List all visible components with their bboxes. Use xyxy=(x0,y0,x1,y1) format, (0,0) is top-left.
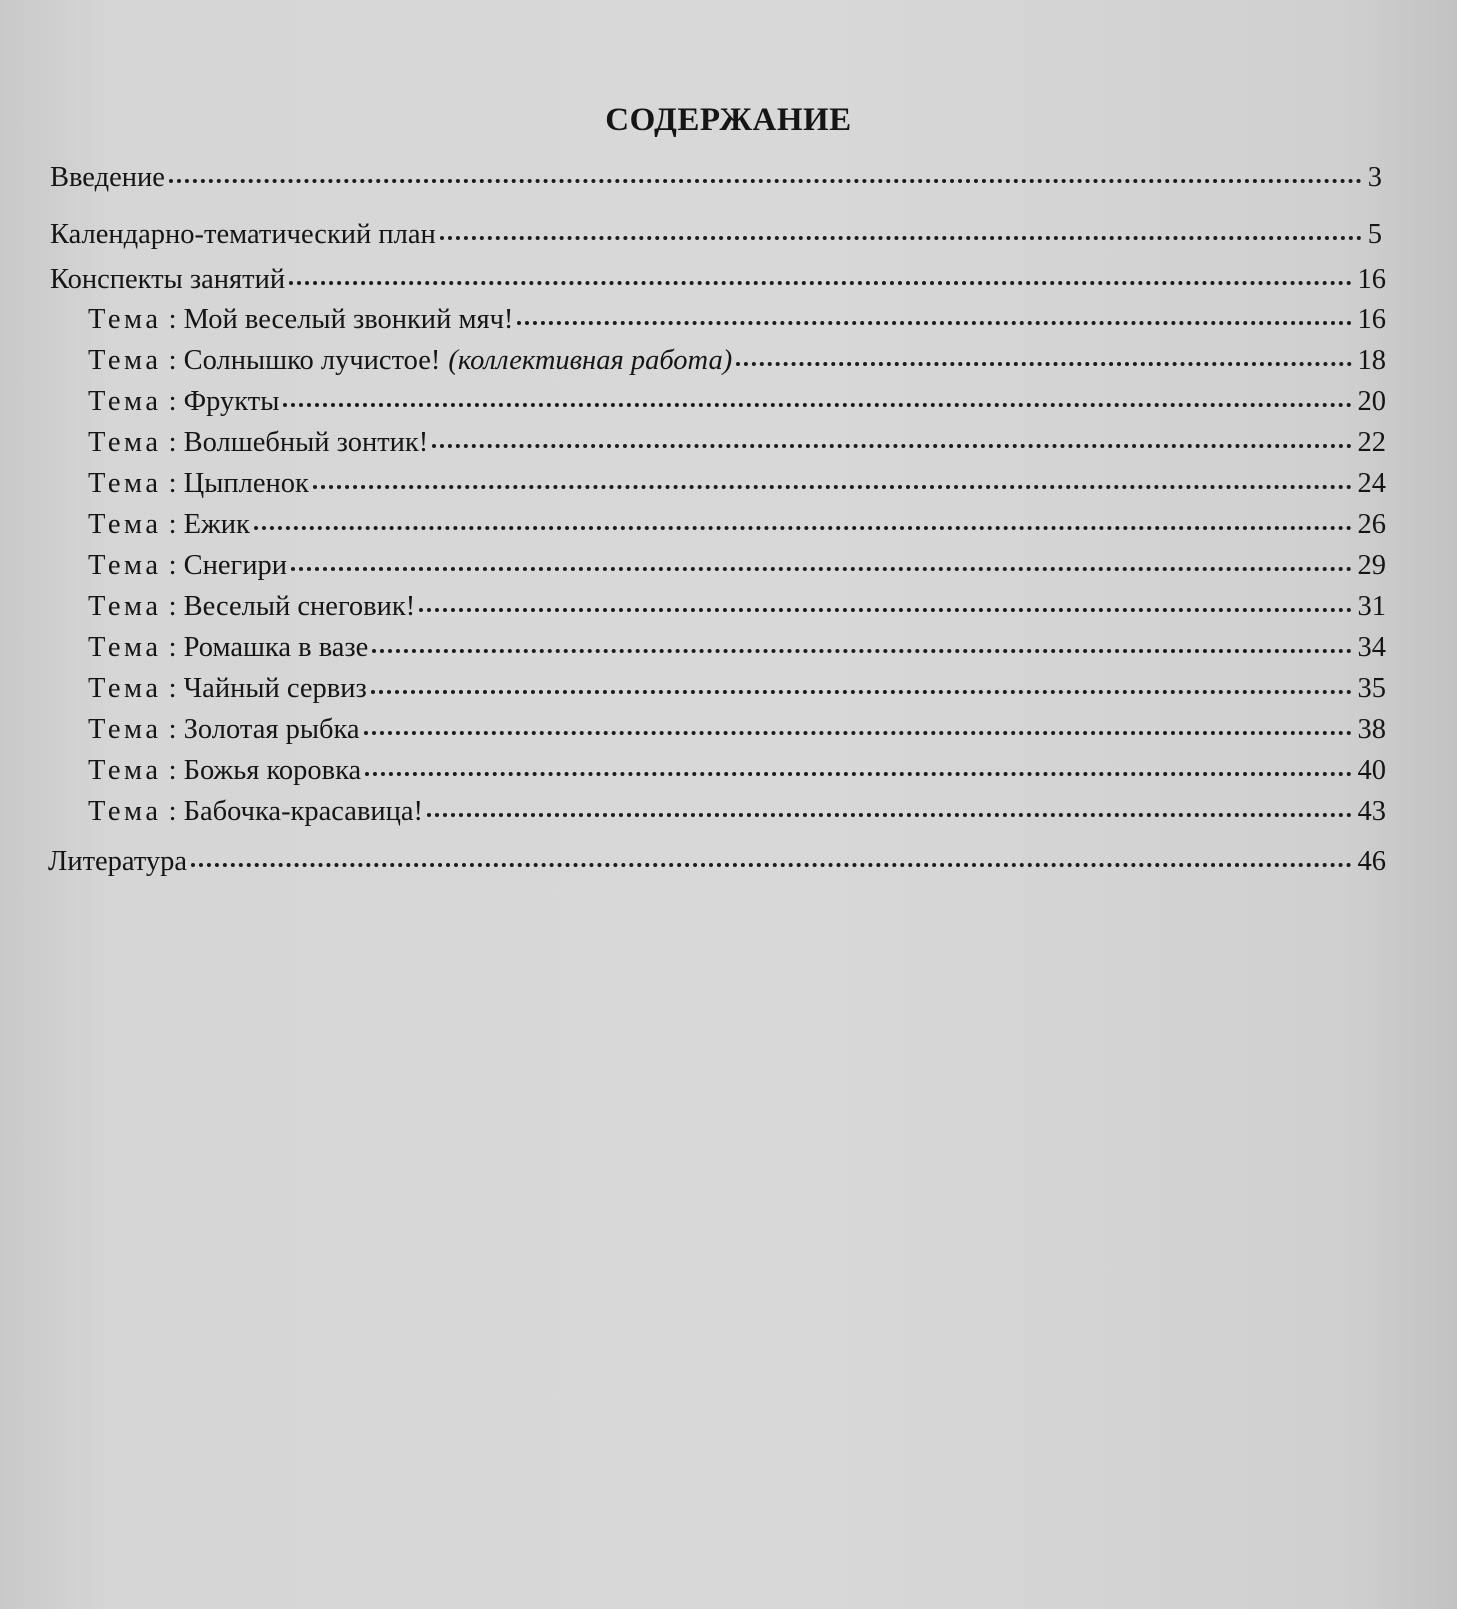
toc-page-number: 20 xyxy=(1357,386,1386,417)
toc-page-number: 35 xyxy=(1357,673,1386,704)
topic-separator: : xyxy=(161,386,184,417)
topic-title: Ромашка в вазе xyxy=(183,632,369,663)
toc-page-number: 43 xyxy=(1357,796,1386,827)
toc-label: Конспекты занятий xyxy=(50,264,286,295)
topic-prefix: Тема xyxy=(88,714,162,745)
dot-leader xyxy=(291,567,1352,571)
toc-entry-topic xyxy=(88,631,1386,665)
topic-separator: : xyxy=(161,714,184,745)
topic-prefix: Тема xyxy=(88,468,162,499)
topic-separator: : xyxy=(161,550,184,581)
toc-entry-topic xyxy=(88,754,1386,788)
topic-title: Ежик xyxy=(183,509,250,540)
topic-separator: : xyxy=(161,632,184,663)
topic-separator: : xyxy=(161,796,184,827)
dot-leader xyxy=(289,281,1351,285)
dot-leader xyxy=(432,444,1351,448)
toc-entry-plan xyxy=(50,218,1382,252)
topic-title: Фрукты xyxy=(183,386,280,417)
toc-entry-topic xyxy=(88,508,1386,542)
dot-leader xyxy=(371,690,1352,694)
dot-leader xyxy=(517,321,1351,325)
topic-note: (коллективная работа) xyxy=(448,345,733,376)
topic-prefix: Тема xyxy=(88,796,162,827)
topic-title: Золотая рыбка xyxy=(183,714,360,745)
toc-page-number: 29 xyxy=(1357,550,1386,581)
topic-prefix: Тема xyxy=(88,591,162,622)
dot-leader xyxy=(419,608,1351,612)
toc-label: Календарно-тематический план xyxy=(50,219,436,250)
toc-page-number: 16 xyxy=(1357,304,1386,335)
dot-leader xyxy=(364,731,1352,735)
toc-entry-topic xyxy=(88,385,1386,419)
topic-prefix: Тема xyxy=(88,386,162,417)
page-title: СОДЕРЖАНИЕ xyxy=(605,102,852,138)
topic-separator: : xyxy=(161,591,184,622)
topic-title: Снегири xyxy=(183,550,287,581)
dot-leader xyxy=(427,813,1351,817)
toc-page-number: 22 xyxy=(1357,427,1386,458)
topic-prefix: Тема xyxy=(88,427,162,458)
toc-page-number: 31 xyxy=(1357,591,1386,622)
topic-title: Солнышко лучистое! xyxy=(183,345,441,376)
dot-leader xyxy=(254,526,1352,530)
toc-page-number: 16 xyxy=(1357,264,1386,295)
topic-separator: : xyxy=(161,304,184,335)
dot-leader xyxy=(736,362,1351,366)
toc-page-number: 34 xyxy=(1357,632,1386,663)
toc-entry-topic xyxy=(88,426,1386,460)
dot-leader xyxy=(283,403,1351,407)
topic-separator: : xyxy=(161,427,184,458)
toc-entry-intro xyxy=(50,161,1382,195)
topic-separator: : xyxy=(161,345,184,376)
dot-leader xyxy=(440,236,1362,240)
toc-entry-topic xyxy=(88,549,1386,583)
toc-label: Введение xyxy=(50,162,165,193)
toc-page-number: 38 xyxy=(1357,714,1386,745)
toc-page-number: 46 xyxy=(1357,846,1386,877)
toc-label: Литература xyxy=(48,846,188,877)
toc-entry-topic xyxy=(88,467,1386,501)
topic-title: Волшебный зонтик! xyxy=(183,427,429,458)
topic-title: Мой веселый звонкий мяч! xyxy=(183,304,514,335)
toc-entry-topic xyxy=(88,303,1386,337)
dot-leader xyxy=(365,772,1351,776)
topic-prefix: Тема xyxy=(88,632,162,663)
toc-entry-topic xyxy=(88,713,1386,747)
topic-prefix: Тема xyxy=(88,755,162,786)
topic-prefix: Тема xyxy=(88,673,162,704)
topic-title: Веселый снеговик! xyxy=(183,591,416,622)
topic-title: Цыпленок xyxy=(183,468,309,499)
toc-entry-topic xyxy=(88,795,1386,829)
toc-entry-topic xyxy=(88,672,1386,706)
topic-title: Бабочка-красавица! xyxy=(183,796,424,827)
topic-title: Божья коровка xyxy=(183,755,362,786)
topic-prefix: Тема xyxy=(88,509,162,540)
toc-entry-notes xyxy=(50,263,1386,297)
topic-separator: : xyxy=(161,468,184,499)
topic-prefix: Тема xyxy=(88,304,162,335)
toc-entry-topic xyxy=(88,590,1386,624)
topic-separator: : xyxy=(161,755,184,786)
toc-entry-topic xyxy=(88,344,1386,378)
topic-separator: : xyxy=(161,673,184,704)
toc-page-number: 18 xyxy=(1357,345,1386,376)
dot-leader xyxy=(313,485,1352,489)
topic-prefix: Тема xyxy=(88,550,162,581)
toc-page-number: 40 xyxy=(1357,755,1386,786)
toc-entry-literature xyxy=(48,845,1386,879)
toc-page-number: 3 xyxy=(1367,162,1382,193)
topic-separator: : xyxy=(161,509,184,540)
dot-leader xyxy=(191,863,1351,867)
topic-prefix: Тема xyxy=(88,345,162,376)
topic-title: Чайный сервиз xyxy=(183,673,367,704)
dot-leader xyxy=(169,179,1362,183)
toc-page-number: 24 xyxy=(1357,468,1386,499)
toc-page-number: 26 xyxy=(1357,509,1386,540)
toc-page-number: 5 xyxy=(1367,219,1382,250)
dot-leader xyxy=(372,649,1351,653)
